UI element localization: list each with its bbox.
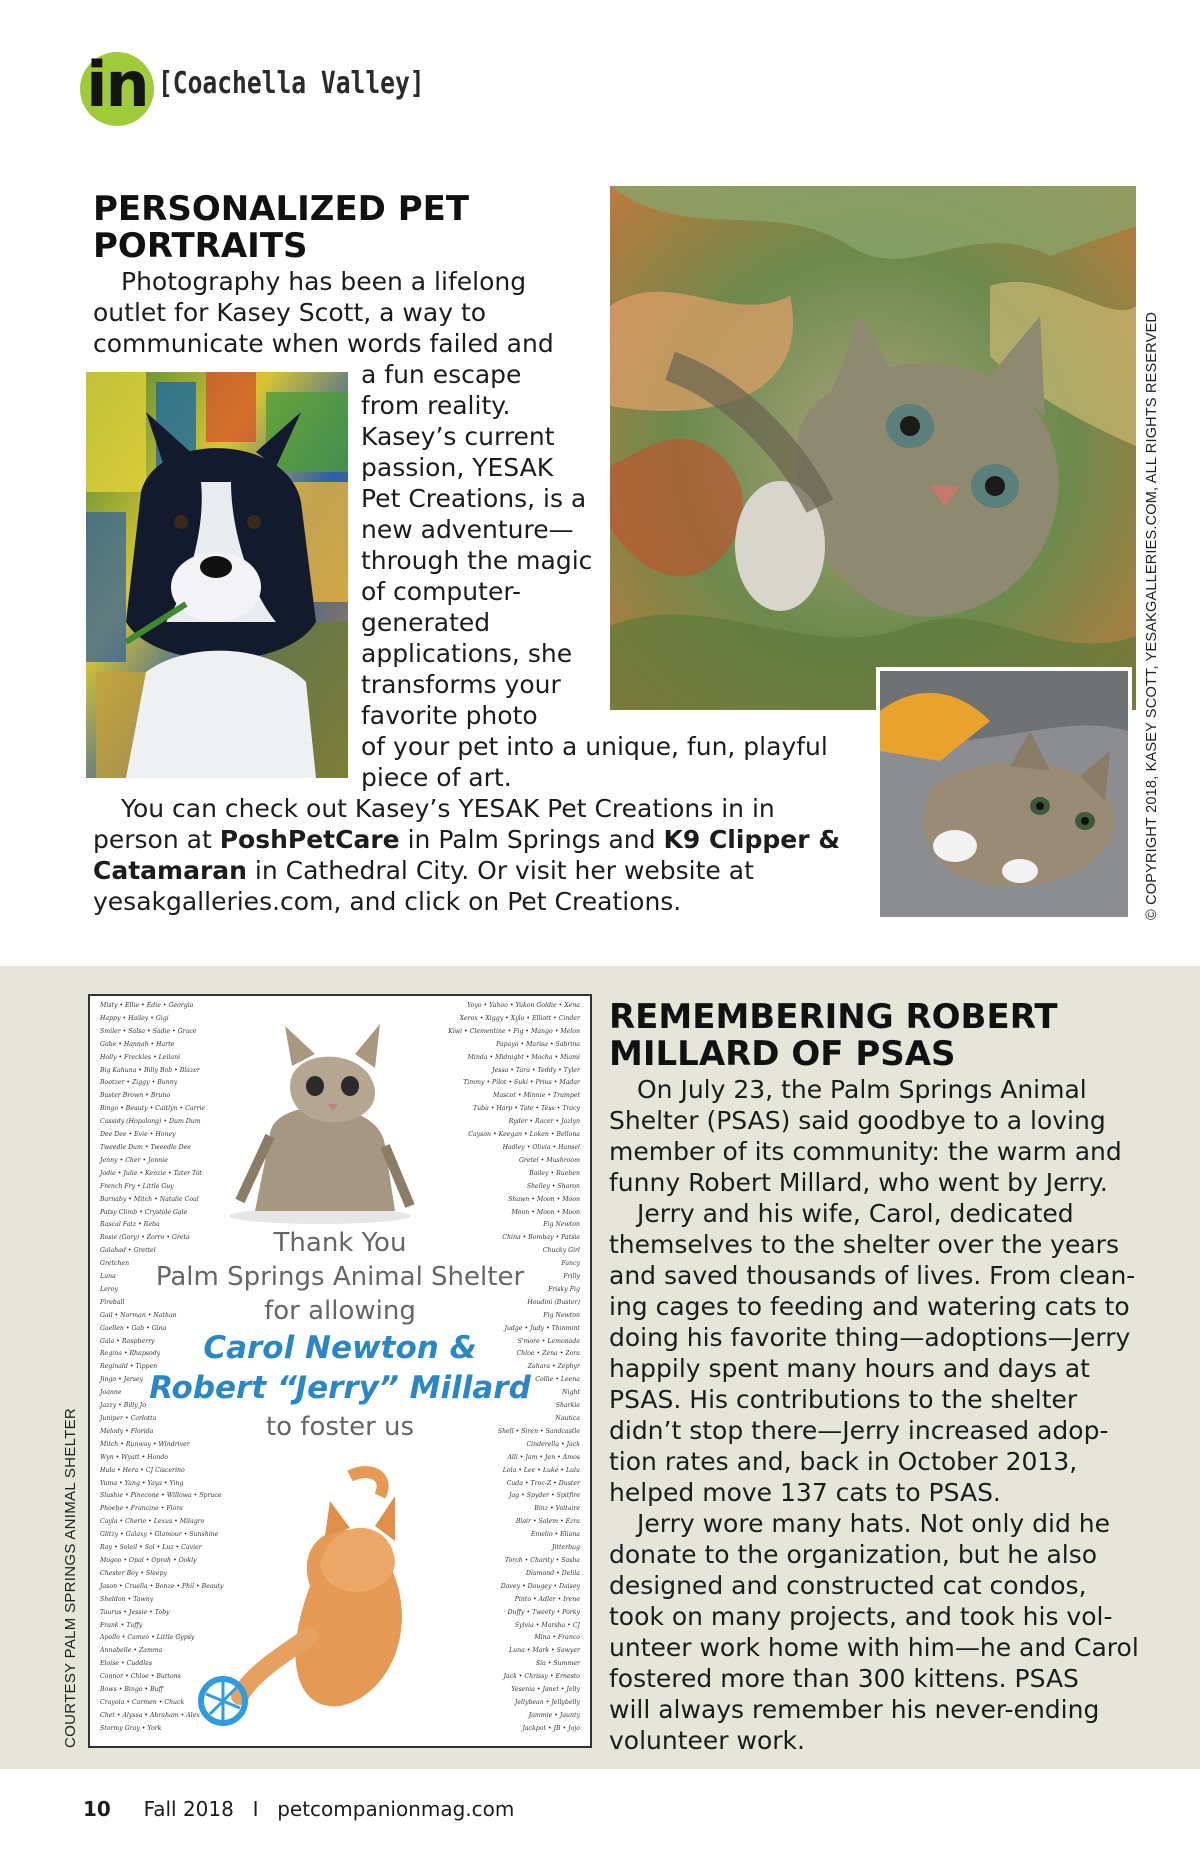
foster-name-line: Fig Newton	[543, 1311, 580, 1319]
blue-toy-ball-icon	[198, 1676, 248, 1726]
foster-name-line: Luna	[100, 1273, 116, 1281]
site-url: petcompanionmag.com	[277, 1797, 515, 1821]
foster-name-line: Emelio • Eliana	[530, 1531, 580, 1539]
foster-name-line: Alli • Jam • Jen • Amos	[507, 1453, 580, 1461]
foster-name-line: S'more • Lemonade	[517, 1337, 580, 1345]
poster-credit: COURTESY PALM SPRINGS ANIMAL SHELTER	[62, 1407, 79, 1748]
thank-you-poster	[88, 994, 592, 1748]
poster-thanks-line: Thank You	[273, 1228, 407, 1258]
article2-line: doing his favorite thing—adoptions—Jerry	[609, 1323, 1131, 1352]
article2-line: ing cages to feeding and watering cats to	[609, 1292, 1130, 1321]
foster-name-line: Judge • Judy • Thinmint	[504, 1324, 580, 1332]
article1-line: of computer-	[361, 577, 522, 606]
foster-name-line: Mina • Franco	[534, 1634, 580, 1642]
foster-name-line: Reginald • Tippen	[100, 1363, 158, 1371]
foster-name-line: Minda • Midnight • Mocha • Miami	[467, 1053, 580, 1061]
foster-name-line: Sylvia • Marsha • CJ	[514, 1621, 580, 1629]
text-run: in Palm Springs and	[399, 825, 664, 854]
foster-name-line: Frilly	[563, 1273, 580, 1281]
article2-line: tion rates and, back in October 2013,	[609, 1447, 1078, 1476]
article2-line: and saved thousands of lives. From clean-	[609, 1261, 1136, 1290]
foster-name-line: Collie • Leena	[535, 1376, 580, 1384]
foster-name-line: Gretchen	[100, 1260, 130, 1268]
foster-name-line: Mitch • Runway • Windriver	[100, 1440, 190, 1448]
foster-name-line: Jag • Spyder • Spitfire	[509, 1492, 580, 1500]
foster-name-line: Kiwi • Clementine • Fig • Mango • Melon	[448, 1027, 580, 1035]
foster-name-line: Fireball	[100, 1298, 125, 1306]
article1-line: new adventure—	[361, 515, 574, 544]
foster-name-line: Diamond • Delila	[526, 1569, 580, 1577]
foster-name-line: Melody • Florida	[100, 1427, 154, 1435]
foster-name-line: Hadley • Olivia • Hansel	[502, 1143, 580, 1151]
article1-line: Pet Creations, is a	[361, 484, 587, 513]
foster-name-line: Mascot • Minnie • Trumpet	[492, 1092, 580, 1100]
foster-name-line: Nautica	[555, 1415, 580, 1422]
foster-name-line: Torch • Charity • Sasha	[504, 1556, 580, 1564]
foster-name-line: Gala • Raspberry	[100, 1337, 155, 1345]
foster-name-line: Frank • Tuffy	[100, 1621, 143, 1629]
foster-name-line: Jenny • Cher • Jonnie	[100, 1156, 168, 1164]
foster-name-line: Slushie • Pinecone • Willowa • Spruce	[100, 1492, 222, 1500]
article1-line: transforms your	[361, 670, 561, 699]
issue-label: Fall 2018	[143, 1797, 234, 1821]
foster-name-line: Regina • Rhapsody	[100, 1350, 161, 1358]
article1-headline: PERSONALIZED PET PORTRAITS	[93, 189, 470, 266]
cat-portrait-art	[610, 186, 1136, 710]
foster-name-line: Davey • Dougey • Daisey	[500, 1582, 580, 1590]
foster-name-line: Chester Boy • Sleepy	[100, 1569, 167, 1577]
foster-name-line: Barnaby • Mitch • Natalie Coal	[100, 1195, 199, 1203]
foster-name-line: Connor • Chloe • Buttons	[100, 1673, 181, 1681]
foster-name-line: Frisky Fig	[548, 1285, 580, 1293]
article2-line: member of its community: the warm and	[609, 1137, 1122, 1166]
page-number: 10	[83, 1797, 111, 1821]
foster-name-line: Yuma • Yang • Yaya • Ying	[100, 1479, 184, 1487]
foster-name-line: Leroy	[100, 1285, 118, 1293]
foster-name-line: Wyn • Wyatt • Hondo	[100, 1453, 169, 1461]
foster-name-line: Phoebe • Francine • Flora	[100, 1505, 183, 1513]
foster-name-line: Chet • Alyssa • Abraham • Alex	[100, 1711, 200, 1719]
article2-line: unteer work home with him—he and Carol	[609, 1633, 1139, 1662]
foster-name-line: Yoyo • Yahoo • Yukon Goldie • Xena	[467, 1002, 580, 1009]
article2-line: didn’t stop there—Jerry increased adop-	[609, 1416, 1109, 1445]
foster-name-line: Jammie • Jaunty	[528, 1711, 580, 1719]
foster-name-line: Shell • Siren • Sandcastle	[497, 1427, 580, 1435]
foster-name-line: Duffy • Tweety • Porky	[507, 1608, 580, 1616]
article2-body	[609, 1074, 1149, 1756]
text-run: in Cathedral City. Or visit her website at	[246, 856, 754, 885]
article2-line: Jerry wore many hats. Not only did he	[637, 1509, 1110, 1538]
article2-line: Shelter (PSAS) said goodbye to a loving	[609, 1106, 1106, 1135]
foster-name-line: Bailey • Rueben	[529, 1169, 580, 1177]
foster-name-line: Stormy Gray • York	[100, 1724, 162, 1732]
foster-name-line: Big Kahuna • Billy Bob • Blazer	[100, 1066, 200, 1074]
foster-name-line: Mogoo • Opal • Oprah • Ookly	[100, 1556, 197, 1564]
foster-name-line: Shelley • Sharon	[526, 1182, 580, 1190]
article1-line: applications, she	[361, 639, 573, 668]
foster-name-line: Luna • Mark • Sawyer	[508, 1647, 580, 1655]
foster-name-line: Papaya • Marisa • Sabrina	[496, 1040, 580, 1048]
poster-foster-names: Robert “Jerry” Millard	[149, 1370, 531, 1406]
foster-name-line: Jazzy • Billy Jo	[100, 1402, 146, 1410]
foster-name-line: Glitzy • Galaxy • Glamour • Sunshine	[100, 1531, 219, 1539]
foster-name-line: Jodie • Julie • Kenzie • Tater Tot	[100, 1169, 202, 1177]
article2-headline: REMEMBERING ROBERT MILLARD OF PSAS	[609, 997, 1058, 1074]
foster-name-line: Joanne	[100, 1389, 122, 1397]
foster-name-line: Tuba • Harp • Tate • Tess • Tracy	[473, 1105, 580, 1113]
article1-line	[93, 824, 863, 855]
foster-name-line: Jitterbug	[552, 1544, 580, 1552]
foster-name-line: Jack • Chrissy • Ernesto	[503, 1673, 580, 1681]
foster-name-line: Gail • Norman • Nathan	[100, 1311, 177, 1319]
article1-line: favorite photo	[361, 701, 538, 730]
foster-name-line: Blair • Salem • Ezra	[515, 1518, 580, 1526]
foster-name-line: Crayola • Carmen • Chuck	[100, 1698, 185, 1706]
foster-name-line: Sheldon • Tawny	[100, 1595, 154, 1603]
article1-line: communicate when words failed and	[93, 329, 554, 358]
article1-line: of your pet into a unique, fun, playful	[361, 732, 828, 761]
foster-name-line: Bootzer • Ziggy • Bunny	[100, 1079, 178, 1087]
foster-name-line: Ryder • Racer • Jazlyn	[508, 1118, 580, 1126]
poster-foster-names: Carol Newton &	[203, 1330, 477, 1366]
foster-name-line: Bingo • Beauty • Caitlyn • Carrie	[100, 1105, 206, 1113]
foster-name-line: Rosie (Gory) • Zorro • Greta	[100, 1234, 190, 1242]
foster-name-line: Moon • Moon • Moon	[511, 1208, 580, 1216]
foster-name-line: Sia • Summer	[535, 1660, 580, 1668]
foster-name-line: Shawn • Moon • Moon	[508, 1195, 580, 1203]
footer-separator: I	[252, 1797, 259, 1821]
article2-line: On July 23, the Palm Springs Animal	[637, 1075, 1087, 1104]
article1-line: yesakgalleries.com, and click on Pet Creations.	[93, 887, 682, 916]
foster-name-line: Gaellen • Gab • Gina	[100, 1324, 167, 1332]
foster-name-line: China • Bombay • Patsie	[502, 1234, 580, 1242]
foster-name-line: Chucky Girl	[542, 1247, 580, 1255]
article1-line: generated	[361, 608, 491, 637]
foster-name-line: Buster Brown • Bruno	[100, 1092, 171, 1100]
foster-name-line: Rascal Fatz • Reba	[100, 1221, 160, 1229]
poster-closing: to foster us	[265, 1412, 415, 1442]
store-name-poshpetcare: PoshPetCare	[219, 825, 400, 854]
foster-name-line: Holly • Freckles • Leilani	[100, 1053, 181, 1061]
article2-line: donate to the organization, but he also	[609, 1540, 1098, 1569]
foster-name-line: Xerox • Xiggy • Xylo • Elliott • Cinder	[459, 1014, 580, 1022]
foster-name-line: Gabe • Hannah • Harte	[100, 1040, 175, 1048]
article1-line	[93, 855, 863, 886]
foster-name-line: Night	[562, 1389, 580, 1397]
foster-name-line: Ray • Soleil • Sol • Luz • Cavier	[100, 1544, 202, 1552]
foster-name-line: Jackpot • JB • Jojo	[522, 1724, 580, 1732]
foster-name-line: Jessa • Tara • Teddy • Tyler	[492, 1066, 580, 1074]
foster-name-line: Bows • Bingo • Buff	[100, 1686, 164, 1694]
foster-name-line: French Fry • Little Guy	[100, 1182, 174, 1190]
foster-name-line: Sharkie	[555, 1402, 580, 1410]
article2-line: designed and constructed cat condos,	[609, 1571, 1087, 1600]
article2-line: will always remember his never-ending	[609, 1695, 1100, 1724]
article1-line: a fun escape	[361, 360, 522, 389]
article2-line: funny Robert Millard, who went by Jerry.	[609, 1168, 1108, 1197]
section-tag: [Coachella Valley]	[158, 66, 425, 101]
article2-line: took on many projects, and took his vol-	[609, 1602, 1113, 1631]
foster-name-line: Cuda • Troc-Z • Duster	[506, 1479, 580, 1487]
article1-line: passion, YESAK	[361, 453, 554, 482]
foster-name-line: Houdini (Buster)	[527, 1298, 580, 1306]
article1-line: from reality.	[361, 391, 511, 420]
article1-line: You can check out Kasey’s YESAK Pet Creations in in	[121, 794, 775, 823]
foster-name-line: Cassidy (Hopalong) • Dum Dum	[100, 1118, 201, 1126]
foster-name-line: Fig Newton	[543, 1221, 580, 1229]
foster-name-line: Apollo • Cameo • Little Gypsy	[100, 1634, 195, 1642]
text-run: person at	[93, 825, 220, 854]
tabby-kitten-photo	[210, 1016, 430, 1226]
foster-name-line: Pinto • Adler • Irene	[514, 1595, 580, 1603]
foster-name-line: Yesenia • Janet • Jelly	[511, 1686, 580, 1694]
foster-name-line: Annabelle • Zamma	[100, 1647, 163, 1655]
foster-name-line: Binz • Voltaire	[534, 1505, 580, 1513]
poster-thanks-line: for allowing	[264, 1296, 416, 1326]
foster-name-line: Hula • Hera • CJ Ciscerino	[100, 1466, 185, 1474]
foster-name-line: Misty • Ellie • Edie • Georgia	[100, 1002, 194, 1009]
article1-line: Photography has been a lifelong	[121, 267, 527, 296]
foster-name-line: Gretel • Mushroom	[518, 1156, 580, 1164]
foster-name-line: Smiler • Salsa • Sadie • Grace	[100, 1027, 197, 1035]
foster-name-line: Happy • Hailey • Gigi	[100, 1014, 169, 1022]
dog-portrait-art	[86, 372, 348, 778]
foster-name-line: Zahara • Zephyr	[527, 1363, 580, 1371]
foster-name-line: Timmy • Pilot • Suki • Prius • Madar	[463, 1079, 580, 1087]
foster-name-line: Cayla • Cherie • Lexus • Milagro	[100, 1518, 205, 1526]
article2-line: happily spent many hours and days at	[609, 1354, 1090, 1383]
article2-line: volunteer work.	[609, 1726, 805, 1755]
article2-line: fostered more than 300 kittens. PSAS	[609, 1664, 1079, 1693]
foster-name-line: Cinderella • Jack	[526, 1440, 580, 1448]
foster-name-line: Galahad • Grettel	[100, 1247, 156, 1255]
foster-name-line: Patsy Climb • Crystole Gale	[100, 1208, 188, 1216]
foster-name-line: Jason • Cruella • Bonze • Phil • Beauty	[100, 1582, 224, 1590]
article1-line: outlet for Kasey Scott, a way to	[93, 298, 487, 327]
in-logo-text: in	[86, 48, 148, 121]
foster-name-line: Jellybean • Jellybelly	[514, 1698, 580, 1706]
store-name-k9-clipper: K9 Clipper &	[663, 825, 841, 854]
foster-name-line: Fancy	[561, 1260, 580, 1268]
foster-name-line: Chloe • Zena • Zora	[516, 1350, 580, 1358]
article2-line: PSAS. His contributions to the shelter	[609, 1385, 1078, 1414]
article1-line: Kasey’s current	[361, 422, 555, 451]
foster-name-line: Juniper • Carlotta	[100, 1415, 157, 1422]
foster-name-line: Tweedle Dum • Tweedle Dee	[100, 1143, 191, 1151]
foster-name-line: Lola • Lee • Luke • Lulu	[502, 1466, 580, 1474]
store-name-catamaran: Catamaran	[93, 856, 247, 885]
foster-name-line: Cayson • Keegan • Loken • Bellona	[468, 1131, 580, 1139]
foster-name-line: Dee Dee • Evie • Honey	[100, 1131, 176, 1139]
article1-line: piece of art.	[361, 763, 512, 792]
foster-name-line: Jingo • Jersey	[100, 1376, 144, 1384]
cat-photo	[876, 667, 1132, 921]
article2-line: helped move 137 cats to PSAS.	[609, 1478, 1001, 1507]
article2-line: themselves to the shelter over the years	[609, 1230, 1119, 1259]
article2-line: Jerry and his wife, Carol, dedicated	[637, 1199, 1074, 1228]
poster-thanks-line: Palm Springs Animal Shelter	[155, 1262, 525, 1292]
page-footer	[83, 1797, 514, 1821]
foster-name-line: Taurus • Jessie • Toby	[100, 1608, 170, 1616]
photo-credit: © COPYRIGHT 2018, KASEY SCOTT, YESAKGALLERIES.COM, ALL RIGHTS RESERVED	[1144, 311, 1160, 920]
article1-line: through the magic	[361, 546, 593, 575]
foster-name-line: Eloise • Cuddles	[100, 1660, 153, 1668]
